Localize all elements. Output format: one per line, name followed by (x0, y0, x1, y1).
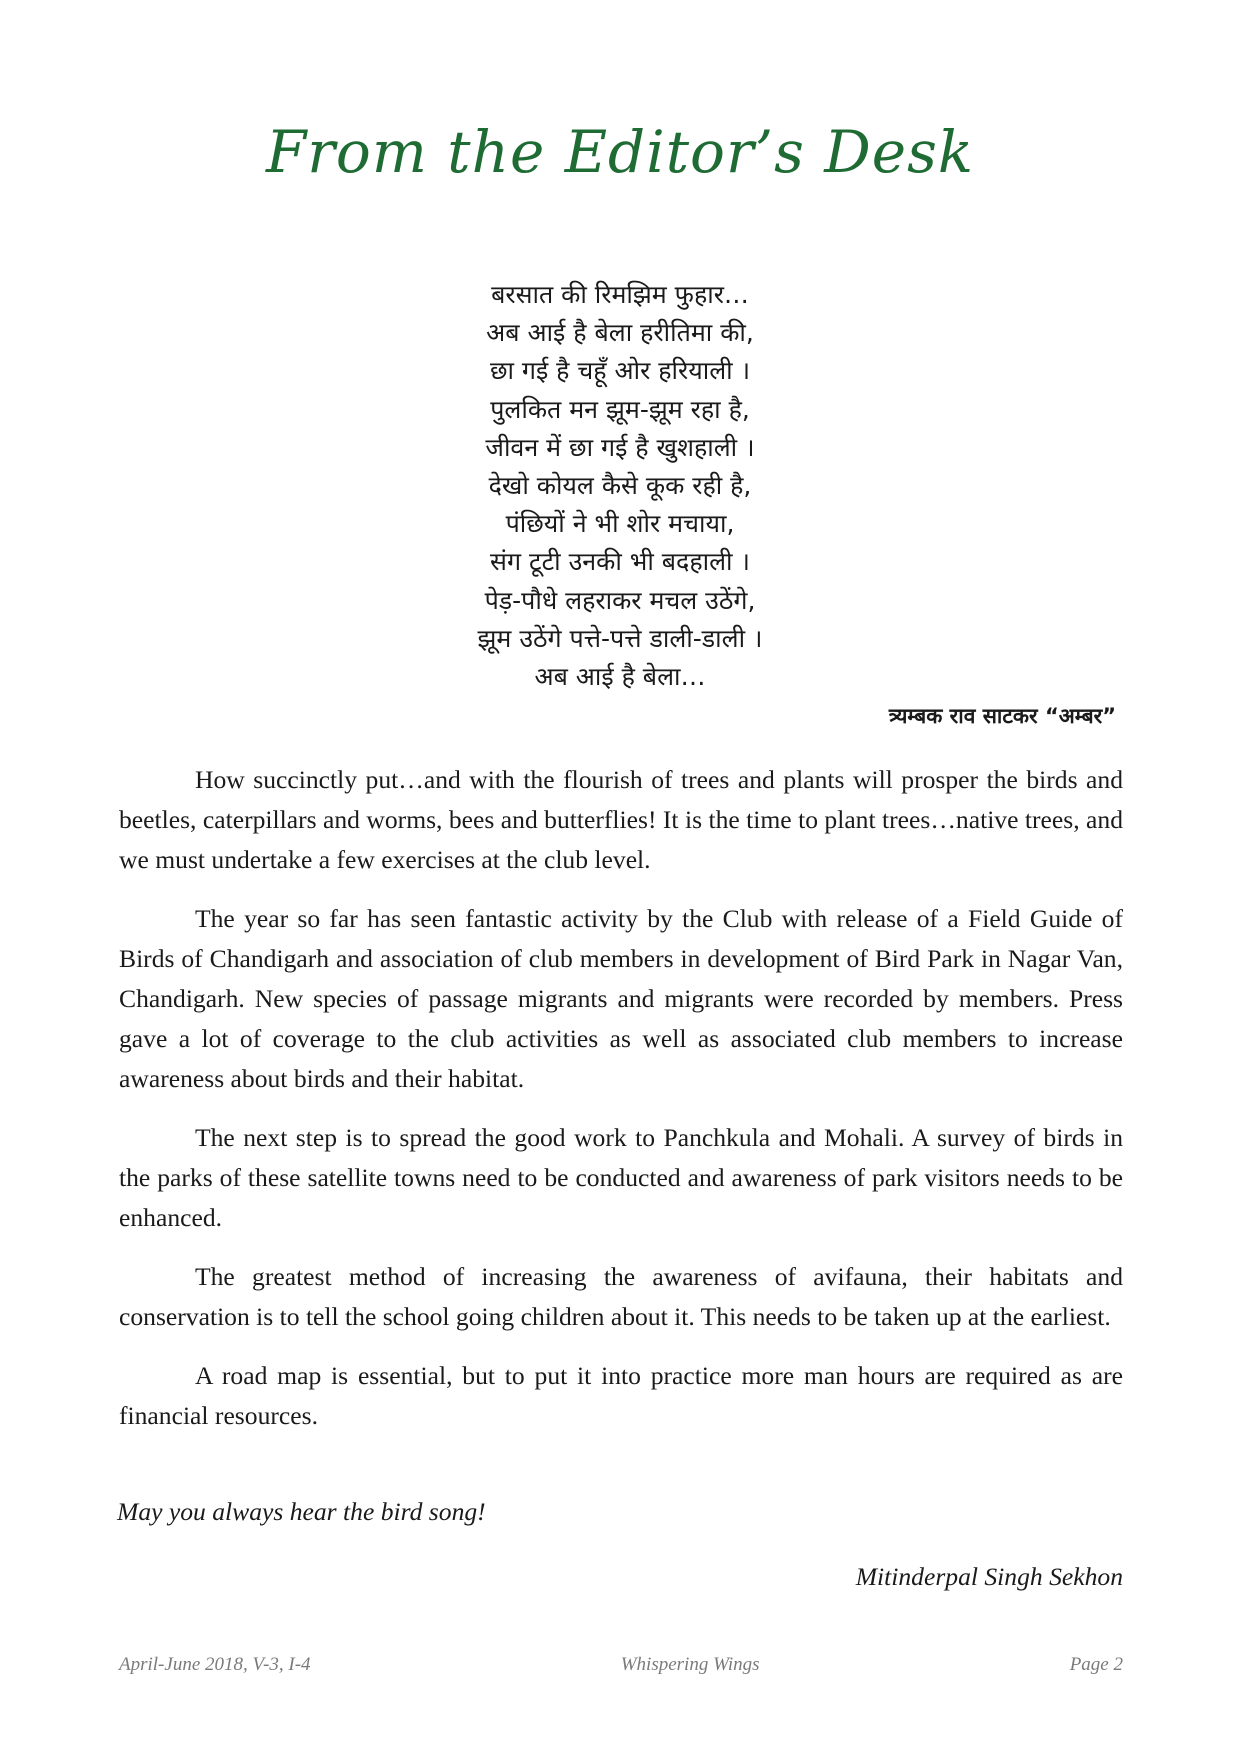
body-paragraph: The greatest method of increasing the awareness of avifauna, their habitats and conservation is to tell the school going children about it. This needs to be taken up at the earliest. (119, 1262, 1123, 1331)
footer-publication: Whispering Wings (620, 1654, 760, 1675)
poem-line: संग टूटी उनकी भी बदहाली । (490, 547, 750, 577)
editorial-body (119, 760, 1123, 1455)
poem-line: देखो कोयल कैसे कूक रही है, (488, 471, 752, 501)
poem-author: त्र्यम्बक राव साटकर “अम्बर” (888, 704, 1116, 728)
hindi-poem (0, 276, 1240, 696)
poem-line: पेड़-पौधे लहराकर मचल उठेंगे, (484, 585, 756, 615)
poem-line: छा गई है चहूँ ओर हरियाली । (489, 356, 751, 386)
poem-line: बरसात की रिमझिम फुहार… (491, 280, 749, 309)
body-paragraph: The next step is to spread the good work to Panchkula and Mohali. A survey of birds in the parks of these satellite towns need to be conducted and awareness of park visitors needs to be enhanced. (119, 1123, 1123, 1232)
body-paragraph: The year so far has seen fantastic activity by the Club with release of a Field Guide of Birds of Chandigarh and association of club members in development of Bird Park in Nagar Van, Chandigarh. New species of passage migrants and migrants were recorded by members. Press gave a lot of coverage to the club activities as well as associated club members to increase awareness about birds and their habitat. (119, 904, 1123, 1093)
closing-line: May you always hear the bird song! (117, 1497, 486, 1526)
poem-line: झूम उठेंगे पत्ते-पत्ते डाली-डाली । (477, 623, 763, 653)
body-paragraph: A road map is essential, but to put it into practice more man hours are required as are financial resources. (119, 1361, 1123, 1430)
poem-line: जीवन में छा गई है खुशहाली । (485, 432, 755, 462)
body-paragraph: How succinctly put…and with the flourish of trees and plants will prosper the birds and beetles, caterpillars and worms, bees and butterflies! It is the time to plant trees…native trees, and we must undertake a few exercises at the club level. (119, 765, 1123, 874)
page-footer (119, 1654, 1123, 1676)
page-title: From the Editor’s Desk (265, 118, 975, 186)
poem-line: अब आई है बेला हरीतिमा की, (486, 318, 754, 348)
poem-line: अब आई है बेला… (534, 662, 706, 692)
footer-page-number: Page 2 (1069, 1654, 1123, 1675)
footer-issue: April-June 2018, V-3, I-4 (119, 1654, 311, 1675)
editor-signature: Mitinderpal Singh Sekhon (855, 1562, 1123, 1591)
poem-line: पुलकित मन झूम-झूम रहा है, (490, 394, 750, 424)
poem-line: पंछियों ने भी शोर मचाया, (505, 509, 735, 539)
